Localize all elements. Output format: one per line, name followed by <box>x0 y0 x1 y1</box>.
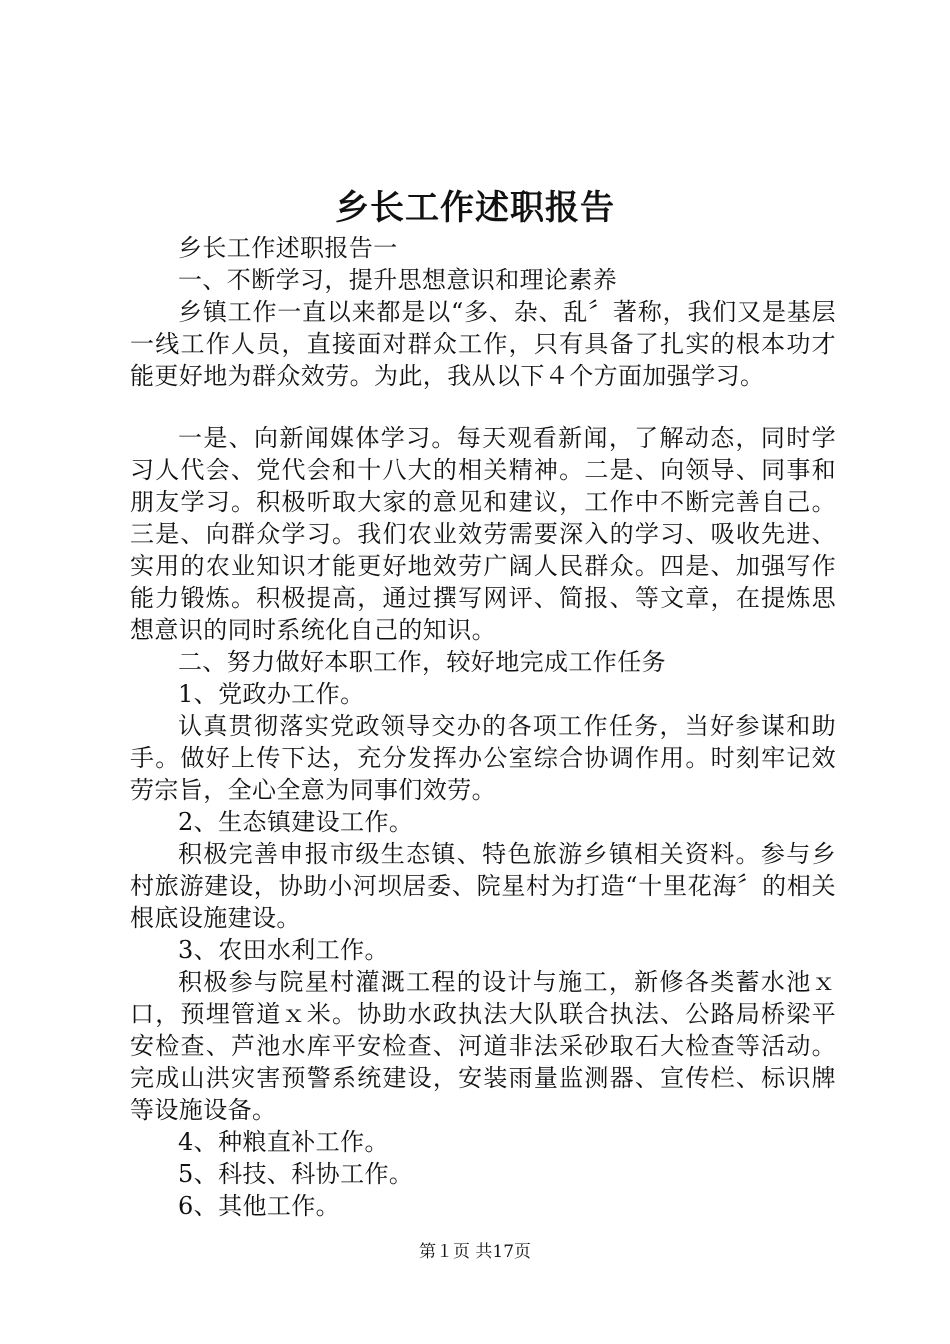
paragraph-intro: 乡镇工作一直以来都是以“多、杂、乱〞著称，我们又是基层一线工作人员，直接面对群众工作，只有具备了扎实的根本功才能更好地为群众效劳。为此，我从以下４个方面加强学习。 <box>130 298 836 390</box>
paragraph-item-5-heading: 5、科技、科协工作。 <box>178 1160 414 1188</box>
paragraph-section-heading-1: 一、不断学习，提升思想意识和理论素养 <box>178 266 618 294</box>
paragraph-item-2-heading: 2、生态镇建设工作。 <box>178 808 414 836</box>
page-footer: 第１页 共17页 <box>418 1242 532 1262</box>
paragraph-item-4-heading: 4、种粮直补工作。 <box>178 1128 389 1156</box>
paragraph-item-3-body: 积极参与院星村灌溉工程的设计与施工，新修各类蓄水池ｘ口，预埋管道ｘ米。协助水政执法大队联合执法、公路局桥梁平安检查、芦池水库平安检查、河道非法采砂取石大检查等活动。完成山洪灾害预警系统建设，安装雨量监测器、宣传栏、标识牌等设施设备。 <box>130 968 836 1124</box>
paragraph-item-3-heading: 3、农田水利工作。 <box>178 936 389 964</box>
paragraph-subtitle: 乡长工作述职报告一 <box>178 234 398 262</box>
document-title: 乡长工作述职报告 <box>335 188 615 228</box>
paragraph-section-heading-2: 二、努力做好本职工作，较好地完成工作任务 <box>178 648 666 676</box>
paragraph-item-1-heading: 1、党政办工作。 <box>178 680 365 708</box>
paragraph-item-1-body: 认真贯彻落实党政领导交办的各项工作任务，当好参谋和助手。做好上传下达，充分发挥办公室综合协调作用。时刻牢记效劳宗旨，全心全意为同事们效劳。 <box>130 712 836 804</box>
paragraph-item-6-heading: 6、其他工作。 <box>178 1192 341 1220</box>
paragraph-item-2-body: 积极完善申报市级生态镇、特色旅游乡镇相关资料。参与乡村旅游建设，协助小河坝居委、院星村为打造“十里花海〞的相关根底设施建设。 <box>130 840 836 932</box>
paragraph-gap <box>130 392 836 422</box>
paragraph-learning-methods: 一是、向新闻媒体学习。每天观看新闻，了解动态，同时学习人代会、党代会和十八大的相关精神。二是、向领导、同事和朋友学习。积极听取大家的意见和建议，工作中不断完善自己。三是、向群众学习。我们农业效劳需要深入的学习、吸收先进、实用的农业知识才能更好地效劳广阔人民群众。四是、加强写作能力锻炼。积极提高，通过撰写网评、简报、等文章，在提炼思想意识的同时系统化自己的知识。 <box>130 424 836 644</box>
document-body <box>130 232 836 1222</box>
